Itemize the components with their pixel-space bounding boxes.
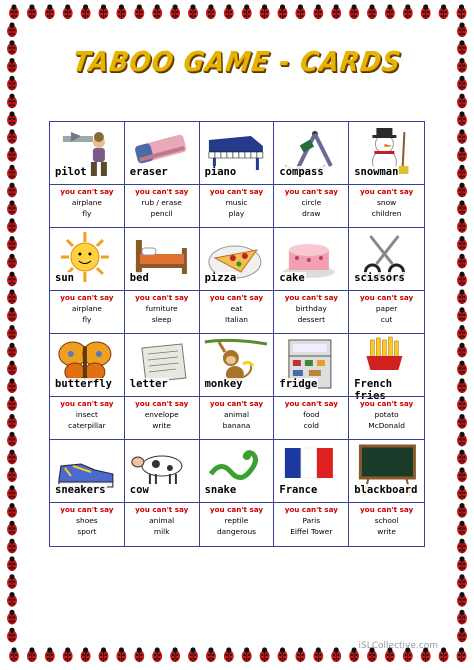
taboo-word-2: children (371, 209, 402, 218)
card-word: pizza (204, 272, 237, 284)
taboo-word-2: play (228, 209, 245, 218)
ladybug-icon (457, 40, 467, 55)
ladybug-icon (457, 94, 467, 109)
ladybug-icon (224, 647, 234, 662)
ladybug-icon (242, 647, 252, 662)
taboo-card (125, 334, 200, 440)
card-divider (50, 396, 124, 397)
taboo-word-1: shoes (76, 516, 98, 525)
card-divider (274, 396, 348, 397)
taboo-card (274, 122, 349, 228)
taboo-word-1: circle (301, 198, 322, 207)
ladybug-icon (7, 254, 17, 269)
card-word: sun (55, 272, 74, 284)
ladybug-icon (152, 4, 162, 19)
card-grid (49, 121, 425, 547)
ladybug-icon (27, 4, 37, 19)
ladybug-icon (457, 574, 467, 589)
taboo-word-1: insect (75, 410, 98, 419)
ladybug-icon (7, 378, 17, 393)
taboo-word-2: Eiffel Tower (290, 527, 333, 536)
ladybug-icon (7, 200, 17, 215)
taboo-word-1: eat (230, 304, 243, 313)
card-word: cow (129, 484, 149, 496)
ladybug-icon (242, 4, 252, 19)
taboo-card (125, 440, 200, 546)
taboo-card (200, 122, 275, 228)
taboo-card (349, 334, 424, 440)
ladybug-icon (7, 450, 17, 465)
card-word: compass (279, 166, 324, 178)
taboo-word-1: Paris (302, 516, 321, 525)
ladybug-icon (116, 4, 126, 19)
taboo-card (125, 122, 200, 228)
taboo-word-1: furniture (145, 304, 178, 313)
ladybug-icon (457, 647, 467, 662)
taboo-word-2: cut (380, 315, 393, 324)
ladybug-icon (331, 4, 341, 19)
taboo-word-1: music (225, 198, 248, 207)
card-word: cake (279, 272, 305, 284)
card-divider (274, 290, 348, 291)
ladybug-icon (295, 4, 305, 19)
ladybug-icon (349, 4, 359, 19)
taboo-word-1: birthday (295, 304, 327, 313)
taboo-word-1: airplane (71, 198, 102, 207)
taboo-card (200, 440, 275, 546)
ladybug-icon (45, 4, 55, 19)
ladybug-icon (7, 574, 17, 589)
ladybug-icon (134, 4, 144, 19)
ladybug-icon (439, 647, 449, 662)
card-word: French fries (353, 378, 424, 402)
ladybug-icon (7, 485, 17, 500)
card-divider (349, 290, 424, 291)
taboo-word-2: fly (82, 315, 92, 324)
ladybug-icon (63, 4, 73, 19)
ladybug-icon (457, 58, 467, 73)
card-word: monkey (204, 378, 243, 390)
cant-say-label: you can't say (135, 505, 189, 514)
cant-say-label: you can't say (209, 505, 264, 514)
taboo-card (50, 440, 125, 546)
ladybug-icon (7, 592, 17, 607)
taboo-word-2: McDonald (368, 421, 405, 430)
cant-say-label: you can't say (359, 293, 414, 302)
card-divider (200, 184, 274, 185)
ladybug-icon (457, 165, 467, 180)
ladybug-icon (457, 218, 467, 233)
ladybug-icon (295, 647, 305, 662)
ladybug-icon (7, 414, 17, 429)
ladybug-icon (134, 647, 144, 662)
cant-say-label: you can't say (209, 187, 264, 196)
ladybug-icon (457, 610, 467, 625)
card-divider (274, 502, 348, 503)
card-divider (349, 396, 424, 397)
ladybug-icon (7, 361, 17, 376)
ladybug-icon (421, 4, 431, 19)
card-divider (125, 502, 199, 503)
ladybug-icon (385, 4, 395, 19)
taboo-word-2: write (152, 421, 171, 430)
ladybug-icon (457, 592, 467, 607)
cant-say-label: you can't say (284, 293, 338, 302)
ladybug-icon (457, 22, 467, 37)
ladybug-icon (457, 628, 467, 643)
card-divider (50, 290, 124, 291)
cant-say-label: you can't say (359, 187, 414, 196)
taboo-word-2: milk (153, 527, 170, 536)
cant-say-label: you can't say (284, 187, 338, 196)
taboo-word-1: envelope (144, 410, 179, 419)
card-divider (349, 184, 424, 185)
card-word: France (279, 484, 318, 496)
card-divider (274, 184, 348, 185)
card-divider (125, 290, 199, 291)
card-divider (125, 184, 199, 185)
taboo-card (274, 440, 349, 546)
ladybug-icon (116, 647, 126, 662)
ladybug-icon (99, 647, 109, 662)
ladybug-icon (367, 4, 377, 19)
taboo-card (200, 228, 275, 334)
ladybug-icon (7, 325, 17, 340)
card-divider (200, 290, 274, 291)
ladybug-icon (457, 414, 467, 429)
ladybug-icon (7, 22, 17, 37)
ladybug-icon (7, 289, 17, 304)
ladybug-icon (206, 4, 216, 19)
taboo-word-2: sleep (151, 315, 172, 324)
ladybug-icon (9, 647, 19, 662)
ladybug-icon (224, 4, 234, 19)
taboo-card (50, 122, 125, 228)
card-divider (50, 184, 124, 185)
ladybug-icon (457, 343, 467, 358)
taboo-word-1: rub / erase (141, 198, 182, 207)
ladybug-icon (7, 628, 17, 643)
card-divider (200, 396, 274, 397)
taboo-word-2: caterpillar (68, 421, 106, 430)
ladybug-icon (188, 647, 198, 662)
ladybug-icon (7, 307, 17, 322)
ladybug-icon (260, 647, 270, 662)
cant-say-label: you can't say (135, 293, 189, 302)
cant-say-label: you can't say (359, 505, 414, 514)
ladybug-icon (457, 200, 467, 215)
ladybug-icon (457, 485, 467, 500)
ladybug-icon (7, 503, 17, 518)
taboo-word-1: paper (375, 304, 398, 313)
ladybug-icon (457, 521, 467, 536)
taboo-card (274, 228, 349, 334)
ladybug-icon (27, 647, 37, 662)
ladybug-icon (7, 147, 17, 162)
ladybug-icon (457, 325, 467, 340)
ladybug-icon (7, 183, 17, 198)
ladybug-icon (7, 272, 17, 287)
taboo-card (50, 334, 125, 440)
cant-say-label: you can't say (135, 187, 189, 196)
taboo-word-2: draw (302, 209, 321, 218)
ladybug-icon (457, 307, 467, 322)
ladybug-icon (81, 4, 91, 19)
taboo-word-2: Italian (225, 315, 248, 324)
ladybug-icon (7, 343, 17, 358)
cant-say-label: you can't say (60, 293, 114, 302)
card-word: blackboard (354, 484, 418, 496)
ladybug-icon (99, 4, 109, 19)
ladybug-icon (7, 165, 17, 180)
ladybug-icon (206, 647, 216, 662)
ladybug-icon (63, 647, 73, 662)
ladybug-icon (457, 129, 467, 144)
card-word: scissors (354, 272, 405, 284)
ladybug-icon (457, 539, 467, 554)
cant-say-label: you can't say (60, 187, 114, 196)
taboo-card (200, 334, 275, 440)
ladybug-icon (260, 4, 270, 19)
card-word: letter (129, 378, 168, 390)
watermark: iSLCollective.com (358, 641, 438, 651)
taboo-word-2: pencil (150, 209, 173, 218)
cant-say-label: you can't say (284, 505, 338, 514)
cant-say-label: you can't say (209, 399, 264, 408)
ladybug-icon (313, 647, 323, 662)
ladybug-icon (188, 4, 198, 19)
ladybug-icon (457, 289, 467, 304)
taboo-card (349, 228, 424, 334)
ladybug-icon (457, 76, 467, 91)
taboo-word-2: fly (82, 209, 92, 218)
card-divider (349, 502, 424, 503)
taboo-card (349, 440, 424, 546)
ladybug-icon (7, 396, 17, 411)
ladybug-icon (7, 40, 17, 55)
ladybug-icon (457, 378, 467, 393)
ladybug-icon (457, 254, 467, 269)
ladybug-icon (81, 647, 91, 662)
ladybug-icon (457, 4, 467, 19)
ladybug-icon (9, 4, 19, 19)
ladybug-icon (170, 647, 180, 662)
card-word: fridge (279, 378, 318, 390)
ladybug-icon (439, 4, 449, 19)
ladybug-icon (457, 111, 467, 126)
ladybug-icon (457, 467, 467, 482)
cant-say-label: you can't say (284, 399, 338, 408)
ladybug-icon (403, 4, 413, 19)
taboo-word-1: school (374, 516, 399, 525)
cant-say-label: you can't say (359, 399, 414, 408)
taboo-word-2: dangerous (216, 527, 257, 536)
ladybug-icon (7, 432, 17, 447)
ladybug-icon (7, 76, 17, 91)
ladybug-icon (457, 272, 467, 287)
taboo-word-2: cold (303, 421, 319, 430)
ladybug-icon (7, 129, 17, 144)
ladybug-icon (7, 236, 17, 251)
ladybug-icon (170, 4, 180, 19)
card-word: eraser (129, 166, 168, 178)
ladybug-icon (7, 218, 17, 233)
ladybug-icon (457, 183, 467, 198)
card-divider (200, 502, 274, 503)
taboo-word-1: animal (149, 516, 175, 525)
ladybug-icon (278, 4, 288, 19)
ladybug-icon (278, 647, 288, 662)
taboo-word-1: food (303, 410, 320, 419)
taboo-word-1: potato (374, 410, 399, 419)
taboo-word-2: sport (77, 527, 97, 536)
card-word: pilot (55, 166, 87, 178)
card-word: sneakers (55, 484, 106, 496)
ladybug-icon (457, 556, 467, 571)
taboo-word-2: dessert (297, 315, 325, 324)
card-divider (125, 396, 199, 397)
ladybug-icon (457, 503, 467, 518)
card-word: snake (204, 484, 237, 496)
ladybug-icon (7, 610, 17, 625)
ladybug-icon (7, 521, 17, 536)
cant-say-label: you can't say (135, 399, 189, 408)
taboo-word-2: write (377, 527, 396, 536)
taboo-card (125, 228, 200, 334)
cant-say-label: you can't say (60, 505, 114, 514)
ladybug-icon (457, 236, 467, 251)
taboo-word-2: banana (222, 421, 251, 430)
ladybug-icon (7, 467, 17, 482)
ladybug-icon (313, 4, 323, 19)
taboo-word-1: reptile (224, 516, 249, 525)
page-title: TABOO GAME - CARDS (70, 45, 404, 78)
card-word: snowman (354, 166, 399, 178)
ladybug-icon (457, 361, 467, 376)
card-word: bed (129, 272, 149, 284)
taboo-card (349, 122, 424, 228)
ladybug-icon (152, 647, 162, 662)
card-word: butterfly (55, 378, 112, 390)
card-divider (50, 502, 124, 503)
ladybug-icon (331, 647, 341, 662)
taboo-word-1: airplane (71, 304, 102, 313)
ladybug-icon (45, 647, 55, 662)
ladybug-icon (7, 94, 17, 109)
taboo-word-1: snow (377, 198, 397, 207)
card-word: piano (204, 166, 237, 178)
taboo-card (274, 334, 349, 440)
ladybug-icon (457, 396, 467, 411)
ladybug-icon (7, 111, 17, 126)
ladybug-icon (457, 432, 467, 447)
ladybug-icon (7, 58, 17, 73)
cant-say-label: you can't say (60, 399, 114, 408)
taboo-card (50, 228, 125, 334)
cant-say-label: you can't say (209, 293, 264, 302)
ladybug-icon (7, 556, 17, 571)
ladybug-icon (7, 539, 17, 554)
ladybug-icon (457, 450, 467, 465)
ladybug-icon (457, 147, 467, 162)
taboo-word-1: animal (223, 410, 250, 419)
